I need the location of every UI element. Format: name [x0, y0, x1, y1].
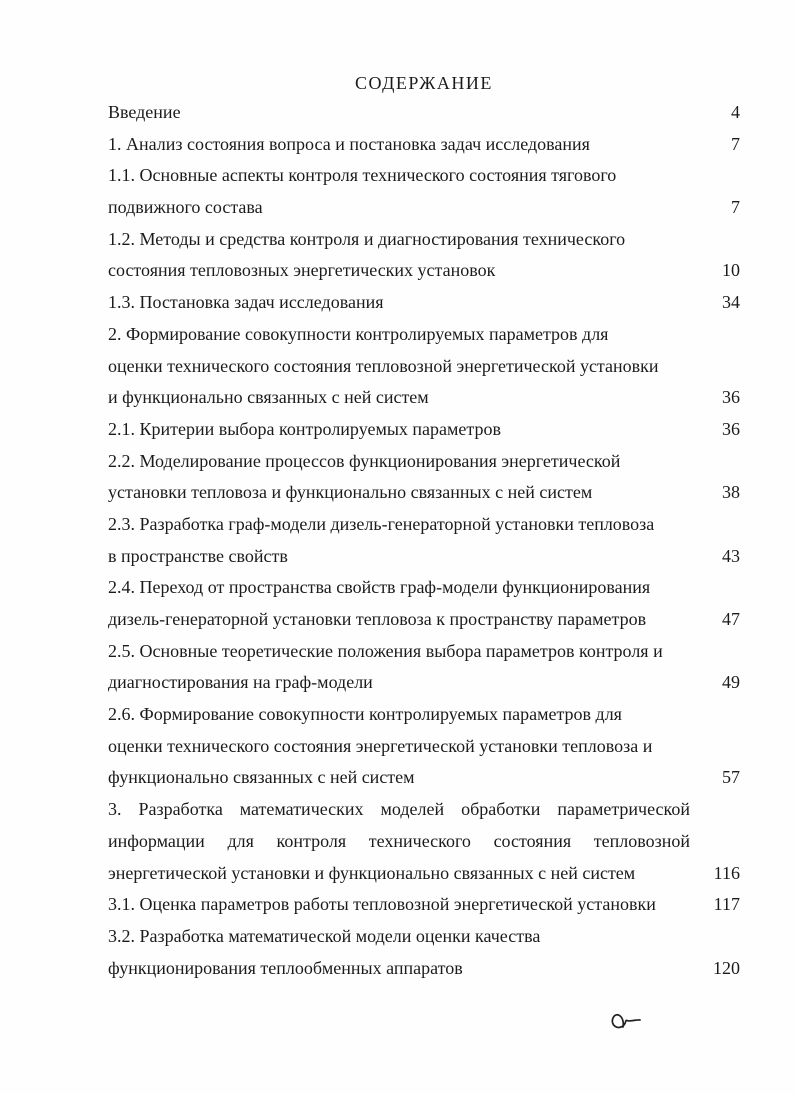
toc-entry-text: в пространстве свойств [108, 545, 288, 566]
toc-page-number: 7 [731, 133, 740, 154]
toc-row [108, 636, 740, 668]
toc-row [108, 97, 740, 129]
toc-entry-text: 1.3. Постановка задач исследования [108, 292, 384, 313]
toc-entry-text: состояния тепловозных энергетических установок [108, 260, 496, 281]
toc-entry-text: 3. Разработка математических моделей обработки параметрической [108, 799, 690, 820]
toc-row [108, 319, 740, 351]
toc-row [108, 699, 740, 731]
toc-entry-text: 1.2. Методы и средства контроля и диагностирования технического [108, 228, 626, 249]
toc-row [108, 382, 740, 414]
toc-row [108, 287, 740, 319]
toc-page-number: 36 [722, 418, 740, 439]
toc-page-number: 43 [722, 545, 740, 566]
toc-row [108, 414, 740, 446]
toc-entry-text: и функционально связанных с ней систем [108, 387, 429, 408]
toc-row [108, 889, 740, 921]
toc-row [108, 731, 740, 763]
toc-entry-text: оценки технического состояния энергетической установки тепловоза и [108, 735, 653, 756]
toc-entry-text: 2.4. Переход от пространства свойств граф-модели функционирования [108, 577, 651, 598]
toc-row [108, 572, 740, 604]
toc-page-number: 116 [713, 862, 740, 883]
toc-entry-text: подвижного состава [108, 197, 263, 218]
toc-row [108, 921, 740, 953]
toc-entry-text: Введение [108, 102, 181, 122]
toc-entry-text: энергетической установки и функционально связанных с ней систем [108, 862, 636, 883]
toc-row [108, 224, 740, 256]
toc-entry-text: диагностирования на граф-модели [108, 672, 373, 693]
toc-row [108, 604, 740, 636]
toc-page-number: 7 [731, 197, 740, 218]
toc-row [108, 351, 740, 383]
toc-row [108, 129, 740, 161]
toc-row [108, 953, 740, 985]
toc-row [108, 762, 740, 794]
toc-row [108, 667, 740, 699]
table-of-contents [108, 97, 740, 984]
toc-page-number: 57 [722, 767, 740, 788]
page-title: СОДЕРЖАНИЕ [355, 73, 493, 93]
toc-row [108, 794, 740, 826]
toc-entry-text: 2.6. Формирование совокупности контролируемых параметров для [108, 704, 622, 725]
toc-entry-text: 1.1. Основные аспекты контроля технического состояния тягового [108, 165, 617, 186]
toc-page-number: 47 [722, 609, 740, 629]
toc-row [108, 826, 740, 858]
toc-page-number: 117 [713, 894, 740, 915]
toc-row [108, 509, 740, 541]
toc-entry-text: установки тепловоза и функционально связанных с ней систем [108, 482, 593, 503]
toc-page-number: 36 [722, 387, 740, 408]
toc-row [108, 858, 740, 890]
toc-entry-text: оценки технического состояния тепловозной энергетической установки [108, 355, 659, 376]
toc-row [108, 255, 740, 287]
toc-entry-text: функционирования теплообменных аппаратов [108, 957, 463, 978]
handwritten-squiggle-mark [608, 1002, 650, 1038]
toc-entry-text: 2.3. Разработка граф-модели дизель-генераторной установки тепловоза [108, 513, 655, 534]
toc-row [108, 192, 740, 224]
toc-entry-text: 2.5. Основные теоретические положения выбора параметров контроля и [108, 640, 663, 661]
toc-entry-text: 3.2. Разработка математической модели оценки качества [108, 925, 541, 946]
toc-row [108, 541, 740, 573]
toc-entry-text: 1. Анализ состояния вопроса и постановка задач исследования [108, 133, 590, 154]
toc-entry-text: информации для контроля технического состояния тепловозной [108, 830, 690, 851]
toc-entry-text: 2. Формирование совокупности контролируемых параметров для [108, 323, 609, 344]
toc-page-number: 34 [722, 292, 740, 313]
toc-page-number: 4 [731, 102, 740, 122]
toc-page-number: 49 [722, 672, 740, 693]
toc-entry-text: 2.1. Критерии выбора контролируемых параметров [108, 418, 502, 439]
toc-entry-text: функционально связанных с ней систем [108, 767, 415, 788]
toc-page-number: 38 [722, 482, 740, 503]
toc-row [108, 477, 740, 509]
toc-page-number: 120 [713, 957, 740, 978]
toc-row [108, 160, 740, 192]
toc-entry-text: 2.2. Моделирование процессов функционирования энергетической [108, 450, 621, 471]
toc-row [108, 446, 740, 478]
toc-entry-text: дизель-генераторной установки тепловоза к пространству параметров [108, 609, 647, 629]
toc-entry-text: 3.1. Оценка параметров работы тепловозной энергетической установки [108, 894, 656, 915]
toc-page-number: 10 [722, 260, 740, 281]
